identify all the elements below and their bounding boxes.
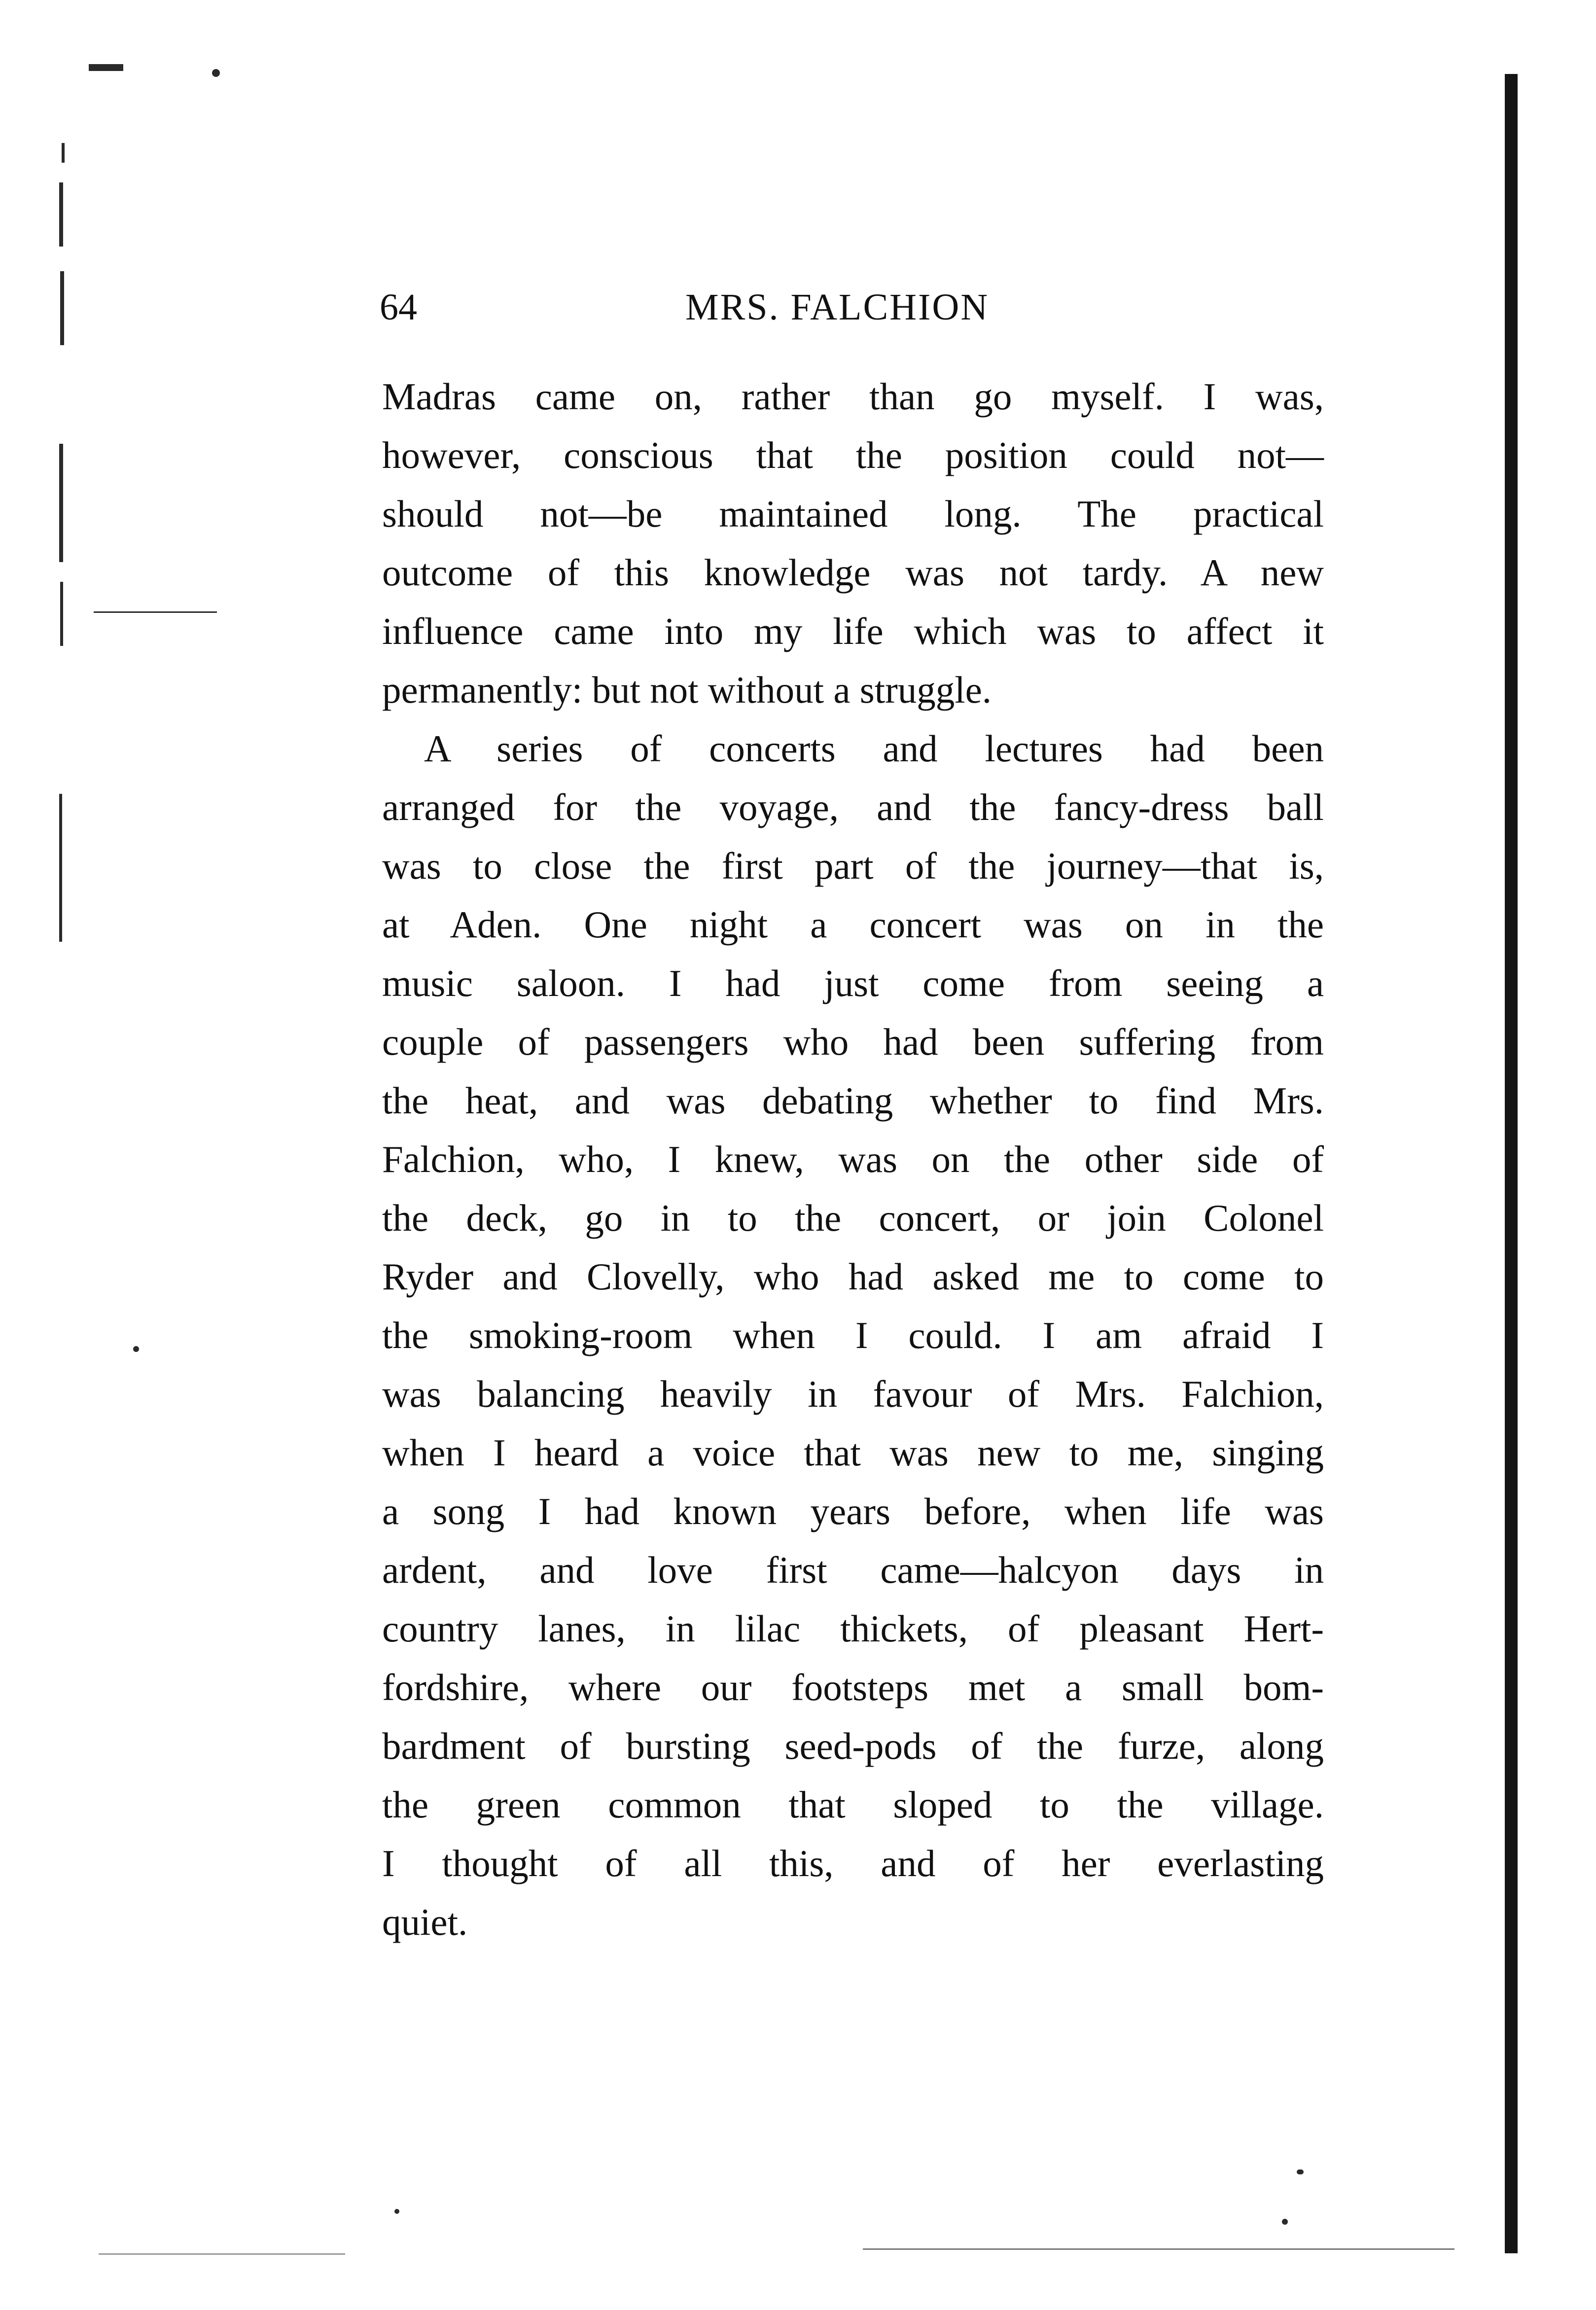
- scan-margin-artifacts: [49, 59, 138, 2229]
- text-line: couple of passengers who had been suffering from: [382, 1021, 1324, 1063]
- paragraph: [382, 367, 1324, 719]
- text-line: bardment of bursting seed-pods of the furze, along: [382, 1725, 1324, 1767]
- running-head: [380, 286, 1045, 340]
- text-line: fordshire, where our footsteps met a small bom-: [382, 1666, 1324, 1708]
- text-line: country lanes, in lilac thickets, of pleasant Hert-: [382, 1607, 1324, 1650]
- text-line: outcome of this knowledge was not tardy. A new: [382, 551, 1324, 594]
- text-line: Ryder and Clovelly, who had asked me to come to: [382, 1255, 1324, 1298]
- text-line: at Aden. One night a concert was on in the: [382, 903, 1324, 946]
- page-number: 64: [380, 286, 417, 328]
- text-line: I thought of all this, and of her everlasting: [382, 1842, 1324, 1884]
- page-title: MRS. FALCHION: [685, 286, 990, 328]
- text-line: ardent, and love first came—halcyon days in: [382, 1549, 1324, 1591]
- text-line: was to close the first part of the journey—that is,: [382, 845, 1324, 887]
- text-line: the heat, and was debating whether to find Mrs.: [382, 1079, 1324, 1122]
- text-line: permanently: but not without a struggle.: [382, 669, 992, 711]
- text-line: A series of concerts and lectures had been: [424, 727, 1324, 770]
- text-line: music saloon. I had just come from seeing a: [382, 962, 1324, 1004]
- text-line: the deck, go in to the concert, or join Colonel: [382, 1197, 1324, 1239]
- text-line: should not—be maintained long. The practical: [382, 493, 1324, 535]
- scan-bottom-artifacts: [99, 2160, 1509, 2268]
- text-line: influence came into my life which was to affect it: [382, 610, 1324, 652]
- text-line: Madras came on, rather than go myself. I was,: [382, 375, 1324, 418]
- text-line: quiet.: [382, 1901, 468, 1943]
- text-line: however, conscious that the position could not—: [382, 434, 1324, 476]
- text-line: the green common that sloped to the village.: [382, 1783, 1324, 1826]
- text-line: when I heard a voice that was new to me, singing: [382, 1431, 1324, 1474]
- text-line: Falchion, who, I knew, was on the other side of: [382, 1138, 1324, 1180]
- text-line: arranged for the voyage, and the fancy-dress ball: [382, 786, 1324, 828]
- body-text: [382, 367, 1324, 1952]
- binding-edge: [1505, 74, 1518, 2253]
- text-line: a song I had known years before, when life was: [382, 1490, 1324, 1532]
- text-line: was balancing heavily in favour of Mrs. Falchion,: [382, 1373, 1324, 1415]
- paragraph: [382, 719, 1324, 1952]
- text-line: the smoking-room when I could. I am afraid I: [382, 1314, 1324, 1356]
